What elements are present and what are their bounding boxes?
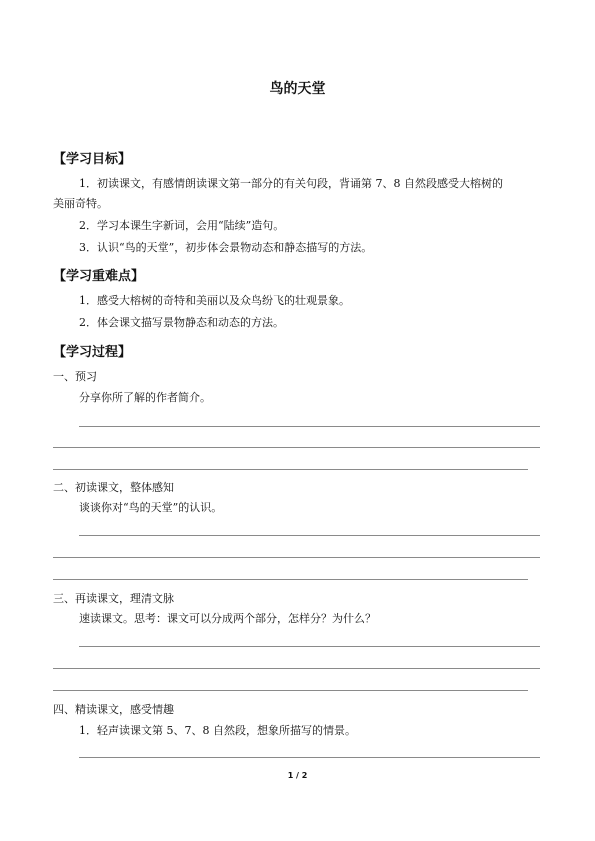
goal-item-2: 2．学习本课生字新词，会用“陆续”造句。 bbox=[79, 219, 285, 232]
keypoint-item-1: 1．感受大榕树的奇特和美丽以及众鸟纷飞的壮观景象。 bbox=[79, 294, 350, 307]
page-title: 鸟的天堂 bbox=[269, 81, 326, 97]
keypoint-item-2: 2．体会课文描写景物静态和动态的方法。 bbox=[79, 316, 284, 329]
goal-item-1-cont: 美丽奇特。 bbox=[53, 197, 108, 210]
answer-line bbox=[53, 579, 528, 580]
section-heading-goals: 【学习目标】 bbox=[53, 152, 132, 167]
step-3-prompt: 速读课文。思考：课文可以分成两个部分，怎样分？为什么？ bbox=[79, 612, 376, 625]
answer-line bbox=[79, 535, 540, 536]
answer-line bbox=[79, 757, 540, 758]
goal-item-1: 1．初读课文，有感情朗读课文第一部分的有关句段，背诵第 7、8 自然段感受大榕树的 bbox=[79, 177, 503, 190]
step-4-prompt: 1．轻声读课文第 5、7、8 自然段，想象所描写的情景。 bbox=[79, 724, 356, 737]
goal-item-3: 3．认识“鸟的天堂”，初步体会景物动态和静态描写的方法。 bbox=[79, 241, 373, 254]
answer-line bbox=[53, 668, 540, 669]
answer-line bbox=[53, 557, 540, 558]
step-1-prompt: 分享你所了解的作者简介。 bbox=[79, 391, 211, 404]
answer-line bbox=[79, 426, 540, 427]
section-heading-keypoints: 【学习重难点】 bbox=[53, 269, 145, 284]
answer-line bbox=[53, 447, 540, 448]
page-number: 1 / 2 bbox=[287, 771, 308, 780]
step-3-title: 三、再读课文，理清文脉 bbox=[53, 592, 174, 605]
step-2-title: 二、初读课文，整体感知 bbox=[53, 481, 174, 494]
step-1-title: 一、预习 bbox=[53, 370, 97, 383]
section-heading-process: 【学习过程】 bbox=[53, 345, 132, 360]
answer-line bbox=[79, 646, 540, 647]
step-4-title: 四、精读课文，感受情趣 bbox=[53, 703, 174, 716]
answer-line bbox=[53, 690, 528, 691]
step-2-prompt: 谈谈你对“鸟的天堂”的认识。 bbox=[79, 501, 223, 514]
answer-line bbox=[53, 469, 528, 470]
